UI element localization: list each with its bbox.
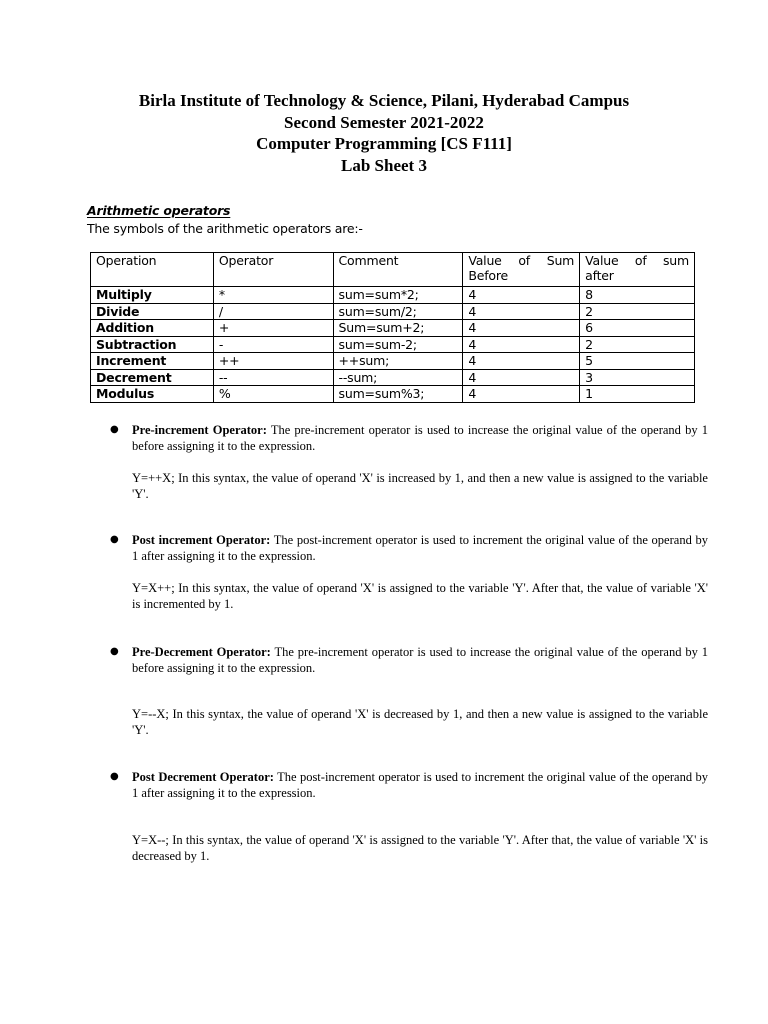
- bullet-dot-icon: ●: [110, 424, 119, 435]
- bullet-text: [132, 532, 708, 564]
- cell-comment: sum=sum/2;: [333, 303, 463, 320]
- cell-before: 4: [463, 386, 580, 403]
- section-heading: Arithmetic operators: [87, 203, 231, 218]
- bullet-text: [132, 422, 708, 454]
- bullet-title: Pre-increment Operator:: [132, 423, 267, 437]
- cell-operator: *: [213, 287, 333, 304]
- example-pre-increment: Y=++X; In this syntax, the value of operand 'X' is increased by 1, and then a new value is assigned to the variable 'Y'.: [132, 471, 708, 501]
- institute-title: Birla Institute of Technology & Science, Pilani, Hyderabad Campus: [138, 91, 630, 110]
- cell-operation: Multiply: [91, 287, 214, 304]
- cell-before: 4: [463, 353, 580, 370]
- table-row: [91, 386, 695, 403]
- header-value-before: [463, 253, 580, 287]
- bullet-pre-increment: [110, 422, 710, 454]
- example-post-decrement: Y=X--; In this syntax, the value of operand 'X' is assigned to the variable 'Y'. After that, the value of variable 'X' is decreased by 1.: [132, 833, 708, 863]
- bullet-text: [132, 644, 708, 676]
- bullet-body: The post-increment operator is used to increment the original value of the operand by 1 after assigning it to the expression.: [132, 533, 708, 563]
- cell-before: 4: [463, 369, 580, 386]
- cell-operator: /: [213, 303, 333, 320]
- header-value-after: [580, 253, 695, 287]
- course-title: Computer Programming [CS F111]: [256, 134, 512, 153]
- cell-operator: --: [213, 369, 333, 386]
- header-before-word1: Value: [468, 253, 502, 268]
- example-post-increment: Y=X++; In this syntax, the value of operand 'X' is assigned to the variable 'Y'. After that, the value of variable 'X' is incremented by 1.: [132, 581, 708, 611]
- cell-operation: Divide: [91, 303, 214, 320]
- section-intro: The symbols of the arithmetic operators are:-: [87, 221, 363, 236]
- cell-before: 4: [463, 320, 580, 337]
- cell-comment: sum=sum%3;: [333, 386, 463, 403]
- table-row: [91, 287, 695, 304]
- cell-after: 3: [580, 369, 695, 386]
- header-after-word4: after: [585, 268, 614, 283]
- header-before-word4: Before: [468, 268, 509, 283]
- header-before-word2: of: [518, 253, 531, 268]
- operators-table: [90, 252, 695, 403]
- header-after-word2: of: [634, 253, 647, 268]
- cell-operation: Decrement: [91, 369, 214, 386]
- semester-title: Second Semester 2021-2022: [284, 112, 484, 132]
- bullet-dot-icon: ●: [110, 534, 119, 545]
- cell-operator: -: [213, 336, 333, 353]
- cell-before: 4: [463, 303, 580, 320]
- cell-after: 5: [580, 353, 695, 370]
- cell-after: 8: [580, 287, 695, 304]
- cell-after: 6: [580, 320, 695, 337]
- cell-comment: sum=sum*2;: [333, 287, 463, 304]
- cell-after: 2: [580, 303, 695, 320]
- header-before-word3: Sum: [546, 253, 575, 268]
- bullet-text: [132, 769, 708, 801]
- bullet-title: Post Decrement Operator:: [132, 770, 274, 784]
- table-row: [91, 336, 695, 353]
- bullet-body: The pre-increment operator is used to increase the original value of the operand by 1 before assigning it to the expression.: [132, 645, 708, 675]
- cell-operator: +: [213, 320, 333, 337]
- bullet-pre-decrement: [110, 644, 710, 676]
- cell-comment: Sum=sum+2;: [333, 320, 463, 337]
- table-row: [91, 369, 695, 386]
- header-comment: Comment: [333, 253, 463, 287]
- bullet-body: The pre-increment operator is used to increase the original value of the operand by 1 before assigning it to the expression.: [132, 423, 708, 453]
- bullet-title: Pre-Decrement Operator:: [132, 645, 271, 659]
- cell-operation: Addition: [91, 320, 214, 337]
- lab-sheet-title: Lab Sheet 3: [341, 155, 427, 175]
- bullet-post-increment: [110, 532, 710, 564]
- cell-operator: %: [213, 386, 333, 403]
- cell-operator: ++: [213, 353, 333, 370]
- bullet-body: The post-increment operator is used to increment the original value of the operand by 1 after assigning it to the expression.: [132, 770, 708, 800]
- header-after-word1: Value: [585, 253, 619, 268]
- bullet-post-decrement: [110, 769, 710, 801]
- bullet-dot-icon: ●: [110, 771, 119, 782]
- cell-after: 2: [580, 336, 695, 353]
- cell-before: 4: [463, 287, 580, 304]
- cell-before: 4: [463, 336, 580, 353]
- example-pre-decrement: Y=--X; In this syntax, the value of operand 'X' is decreased by 1, and then a new value is assigned to the variable 'Y'.: [132, 707, 708, 737]
- header-operation: Operation: [91, 253, 214, 287]
- cell-operation: Increment: [91, 353, 214, 370]
- cell-comment: --sum;: [333, 369, 463, 386]
- bullet-title: Post increment Operator:: [132, 533, 271, 547]
- document-header: [0, 90, 768, 176]
- cell-comment: sum=sum-2;: [333, 336, 463, 353]
- header-operator: Operator: [213, 253, 333, 287]
- cell-operation: Subtraction: [91, 336, 214, 353]
- header-after-word3: sum: [662, 253, 689, 268]
- bullet-dot-icon: ●: [110, 646, 119, 657]
- table-row: [91, 320, 695, 337]
- cell-after: 1: [580, 386, 695, 403]
- table-row: [91, 353, 695, 370]
- cell-operation: Modulus: [91, 386, 214, 403]
- table-row: [91, 303, 695, 320]
- table-header-row: [91, 253, 695, 287]
- cell-comment: ++sum;: [333, 353, 463, 370]
